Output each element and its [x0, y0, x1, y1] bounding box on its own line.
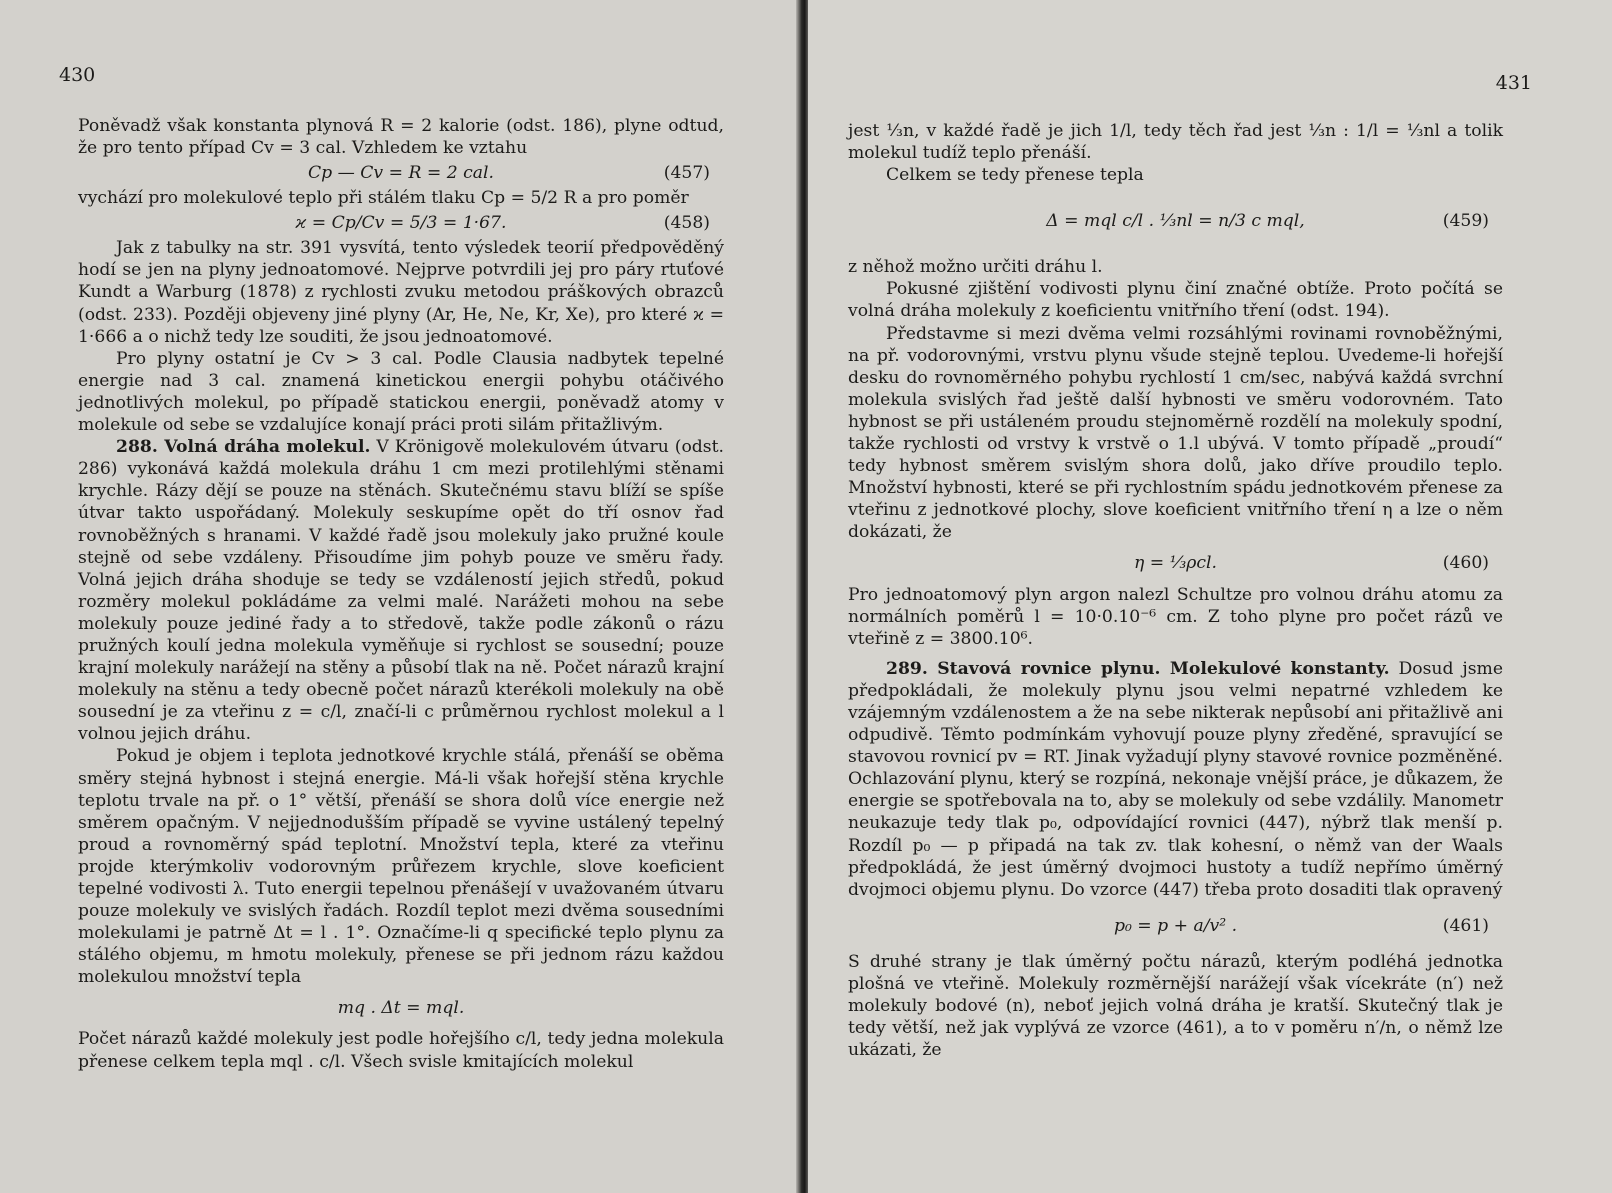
section-body: Dosud jsme předpokládali, že molekuly plynu jsou velmi nepatrné vzhledem ke vzájemným vzdálenostem a že na sebe nikterak nepůsobí ani přitažlivě ani odpudivě. Těmto podmínkám vyhovují pouze plyny zředěné, spravující se stavovou rovnicí pv = RT. Jinak vyžadují plyny stavové rovnice pozměněné. Ochlazování plynu, který se rozpíná, nekonaje vnější práce, je důkazem, že energie se spotřebovala na to, aby se molekuly od sebe vzdálily. Manometr neukazuje tedy tlak p₀, odpovídající rovnici (447), nýbrž tlak menší p. Rozdíl p₀ — p připadá na tak zv. tlak kohesní, o němž van der Waals předpokládá, že jest úměrný dvojmoci hustoty a tudíž nepřímo úměrný dvojmoci objemu plynu. Do vzorce (447) třeba proto dosaditi tlak opravený — [848, 658, 1503, 900]
equation-number: (458) — [663, 213, 710, 234]
paragraph: vychází pro molekulové teplo při stálém tlaku Cp = 5/2 R a pro poměr — [78, 188, 689, 209]
equation-number: (457) — [663, 163, 710, 184]
paragraph: Pokusné zjištění vodivosti plynu činí značné obtíže. Proto počítá se volná dráha molekuly z koeficientu vnitřního tření (odst. 194). — [848, 279, 1503, 322]
equation-body: Cp — Cv = R = 2 cal. — [308, 163, 494, 184]
equation-number: (460) — [1442, 553, 1489, 574]
equation-body: ϰ = Cp/Cv = 5/3 = 1·67. — [295, 213, 507, 234]
section-289 — [848, 658, 1503, 901]
page-number-left: 430 — [59, 64, 96, 86]
section-title: 288. Volná dráha molekul. — [116, 437, 371, 458]
paragraph: Celkem se tedy přenese tepla — [886, 165, 1144, 186]
paragraph: Pro plyny ostatní je Cv > 3 cal. Podle Clausia nadbytek tepelné energie nad 3 cal. znamená kinetickou energii pohybu otáčivého jednotlivých molekul, po případě statickou energii, poněvadž atomy v molekule od sebe se vzdalujíce konají práci proti silám přitažlivým. — [78, 348, 724, 436]
page-number-right: 431 — [1495, 72, 1532, 94]
paragraph: Poněvadž však konstanta plynová R = 2 kalorie (odst. 186), plyne odtud, že pro tento případ Cv = 3 cal. Vzhledem ke vztahu — [78, 116, 724, 159]
equation-457 — [78, 161, 724, 185]
paragraph: Pro jednoatomový plyn argon nalezl Schultze pro volnou dráhu atomu za normálních poměrů l = 10·0.10⁻⁶ cm. Z toho plyne pro počet rázů ve vteřině z = 3800.10⁶. — [848, 584, 1503, 649]
equation-body: η = ⅓ρcl. — [1134, 553, 1217, 574]
paragraph: z něhož možno určiti dráhu l. — [848, 257, 1103, 278]
right-page — [808, 0, 1612, 1193]
equation-460 — [848, 550, 1503, 578]
section-body: V Krönigově molekulovém útvaru (odst. 286) vykonává každá molekula dráhu 1 cm mezi protilehlými stěnami krychle. Rázy dějí se pouze na stěnách. Skutečnému stavu blíží se spíše útvar takto uspořádaný. Molekuly seskupíme opět do tří osnov řad rovnoběžných s hranami. V každé řadě jsou molekuly jako pružné koule stejně od sebe vzdáleny. Přisoudíme jim pohyb pouze ve směru řady. Volná jejich dráha shoduje se tedy se vzdáleností jejich středů, pokud rozměry molekul pokládáme za velmi malé. Narážeti mohou na sebe molekuly pouze jediné řady a to středově, takže podle zákonů o rázu pružných koulí jedna molekula vyměňuje si rychlost se sousední; pouze krajní molekuly narážejí na stěny a působí tlak na ně. Počet nárazů krajní molekuly na stěnu a tedy obecně počet nárazů kterékoli molekuly na obě sousední je za vteřinu z = c/l, značí-li c průměrnou rychlost molekul a l volnou jejich dráhu. — [78, 437, 724, 745]
equation-459 — [848, 192, 1503, 250]
equation-number: (459) — [1442, 211, 1489, 232]
paragraph: Pokud je objem i teplota jednotkové krychle stálá, přenáší se oběma směry stejná hybnost i stejná energie. Má-li však hořejší stěna krychle teplotu trvale na př. o 1° větší, přenáší se shora dolů více energie než směrem opačným. V nejjednodušším případě se vyvine ustálený tepelný proud a rovnoměrný spád teplotní. Množství tepla, které za vteřinu projde kterýmkoliv vodorovným průřezem krychle, slove koeficient tepelné vodivosti λ. Tuto energii tepelnou přenášejí v uvažovaném útvaru pouze molekuly ve svislých řadách. Rozdíl teplot mezi dvěma sousedními molekulami je patrně Δt = l . 1°. Označíme-li q specifické teplo plynu za stálého objemu, m hmotu molekuly, přenese se při jednom rázu každou molekulou množství tepla — [78, 746, 724, 988]
equation-number: (461) — [1442, 915, 1489, 936]
paragraph: S druhé strany je tlak úměrný počtu nárazů, kterým podléhá jednotka plošná ve vteřině. Molekuly rozměrnější narážejí však vícekráte (n′) než molekuly bodové (n), neboť jejich volná dráha je kratší. Skutečný tlak je tedy větší, než jak vyplývá ze vzorce (461), a to v poměru n′/n, o němž lze ukázati, že — [848, 951, 1503, 1061]
paragraph: Jak z tabulky na str. 391 vysvítá, tento výsledek teorií předpověděný hodí se jen na plyny jednoatomové. Nejprve potvrdili jej pro páry rtuťové Kundt a Warburg (1878) z rychlosti zvuku metodou práškových obrazců (odst. 233). Později objeveny jiné plyny (Ar, He, Ne, Kr, Xe), pro které ϰ = 1·666 a o nichž tedy lze souditi, že jsou jednoatomové. — [78, 238, 724, 347]
paragraph: Počet nárazů každé molekuly jest podle hořejšího c/l, tedy jedna molekula přenese celkem tepla mql . c/l. Všech svisle kmitajících molekul — [78, 1029, 724, 1072]
paragraph: Představme si mezi dvěma velmi rozsáhlými rovinami rovnoběžnými, na př. vodorovnými, vrstvu plynu všude stejně teplou. Uvedeme-li hořejší desku do rovnoměrného pohybu rychlostí 1 cm/sec, nabývá každá svrchní molekula svislých řad ještě další hybnosti ve směru vodorovném. Tato hybnost se při ustáleném proudu stejnoměrně rozdělí na molekuly spodní, takže rychlosti od vrstvy k vrstvě o 1.l ubývá. V tomto případě „proudí“ tedy hybnost směrem svislým shora dolů, jako dříve proudilo teplo. Množství hybnosti, které se při rychlostním spádu jednotkovém přenese za vteřinu z jednotkové plochy, slove koeficient vnitřního tření η a lze o něm dokázati, že — [848, 323, 1503, 543]
left-page-text — [78, 115, 724, 1073]
section-title: 289. Stavová rovnice plynu. Molekulové konstanty. — [886, 658, 1390, 679]
equation-461 — [848, 907, 1503, 945]
paragraph: jest ⅓n, v každé řadě je jich 1/l, tedy těch řad jest ⅓n : 1/l = ⅓nl a tolik molekul tudíž teplo přenáší. — [848, 121, 1503, 164]
equation-body: mq . Δt = mql. — [337, 998, 465, 1019]
equation-458 — [78, 211, 724, 235]
left-page — [0, 0, 800, 1193]
right-page-text — [848, 120, 1503, 1061]
section-288 — [78, 436, 724, 745]
equation-body: p₀ = p + a/v² . — [1113, 915, 1238, 936]
equation-mq — [78, 994, 724, 1022]
equation-body: Δ = mql c/l . ⅓nl = n/3 c mql, — [1046, 211, 1305, 232]
